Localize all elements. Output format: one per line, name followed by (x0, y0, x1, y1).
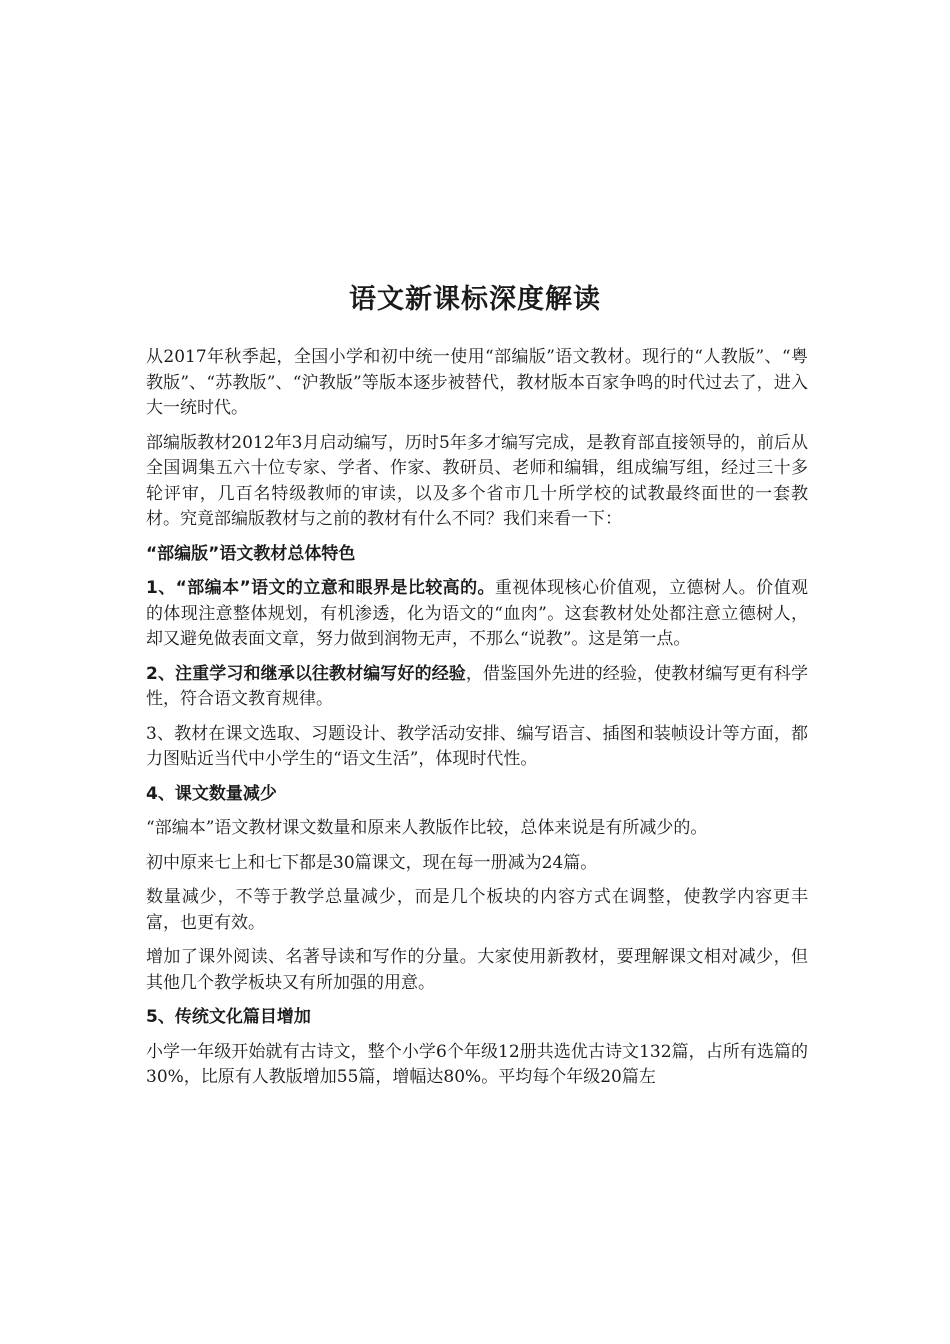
paragraph-classical-texts: 小学一年级开始就有古诗文，整个小学6个年级12册共选优古诗文132篇，占所有选篇的30%，比原有人教版增加55篇，增幅达80%。平均每个年级20篇左 (146, 1041, 808, 1087)
paragraph-count-compare: “部编本”语文教材课文数量和原来人教版作比较，总体来说是有所减少的。 (146, 818, 708, 838)
document-title: 语文新课标深度解读 (349, 284, 601, 315)
section-heading-4: 4、课文数量减少 (146, 783, 277, 804)
paragraph-quantity-note: 数量减少，不等于教学总量减少，而是几个板块的内容方式在调整，使教学内容更丰富，也更有效。 (146, 887, 808, 933)
paragraph-point-3: 3、教材在课文选取、习题设计、教学活动安排、编写语言、插图和装帧设计等方面，都力图贴近当代中小学生的“语文生活”，体现时代性。 (146, 723, 808, 769)
point-1-text: 重视体现核心价值观，立德树人。价值观的体现注意整体规划，有机渗透，化为语文的“血肉”。这套教材处处都注意立德树人，却又避免做表面文章，努力做到润物无声，不那么“说教”。这是第一点。 (146, 578, 808, 649)
section-heading-features: “部编版”语文教材总体特色 (146, 543, 356, 564)
point-1-lead: 1、“部编本”语文的立意和眼界是比较高的。 (146, 578, 495, 598)
paragraph-junior-count: 初中原来七上和七下都是30篇课文，现在每一册减为24篇。 (146, 852, 598, 873)
paragraph-extra-reading: 增加了课外阅读、名著导读和写作的分量。大家使用新教材，要理解课文相对减少，但其他几个教学板块又有所加强的用意。 (146, 947, 808, 993)
point-2-lead: 2、注重学习和继承以往教材编写好的经验 (146, 663, 466, 684)
paragraph-intro: 从2017年秋季起，全国小学和初中统一使用“部编版”语文教材。现行的“人教版”、“粤教版”、“苏教版”、“沪教版”等版本逐步被替代，教材版本百家争鸣的时代过去了，进入大一统时代。 (146, 347, 808, 418)
document-body (146, 345, 808, 1100)
point-2-text: ，借鉴国外先进的经验，使教材编写更有科学性，符合语文教育规律。 (146, 663, 809, 709)
paragraph-point-2 (146, 662, 808, 713)
section-heading-5: 5、传统文化篇目增加 (146, 1007, 311, 1027)
paragraph-background: 部编版教材2012年3月启动编写，历时5年多才编写完成，是教育部直接领导的，前后从全国调集五六十位专家、学者、作家、教研员、老师和编辑，组成编写组，经过三十多轮评审，几百名特级教师的审读，以及多个省市几十所学校的试教最终面世的一套教材。究竟部编版教材与之前的教材有什么不同？我们来看一下： (146, 432, 808, 529)
paragraph-point-1 (146, 576, 808, 653)
